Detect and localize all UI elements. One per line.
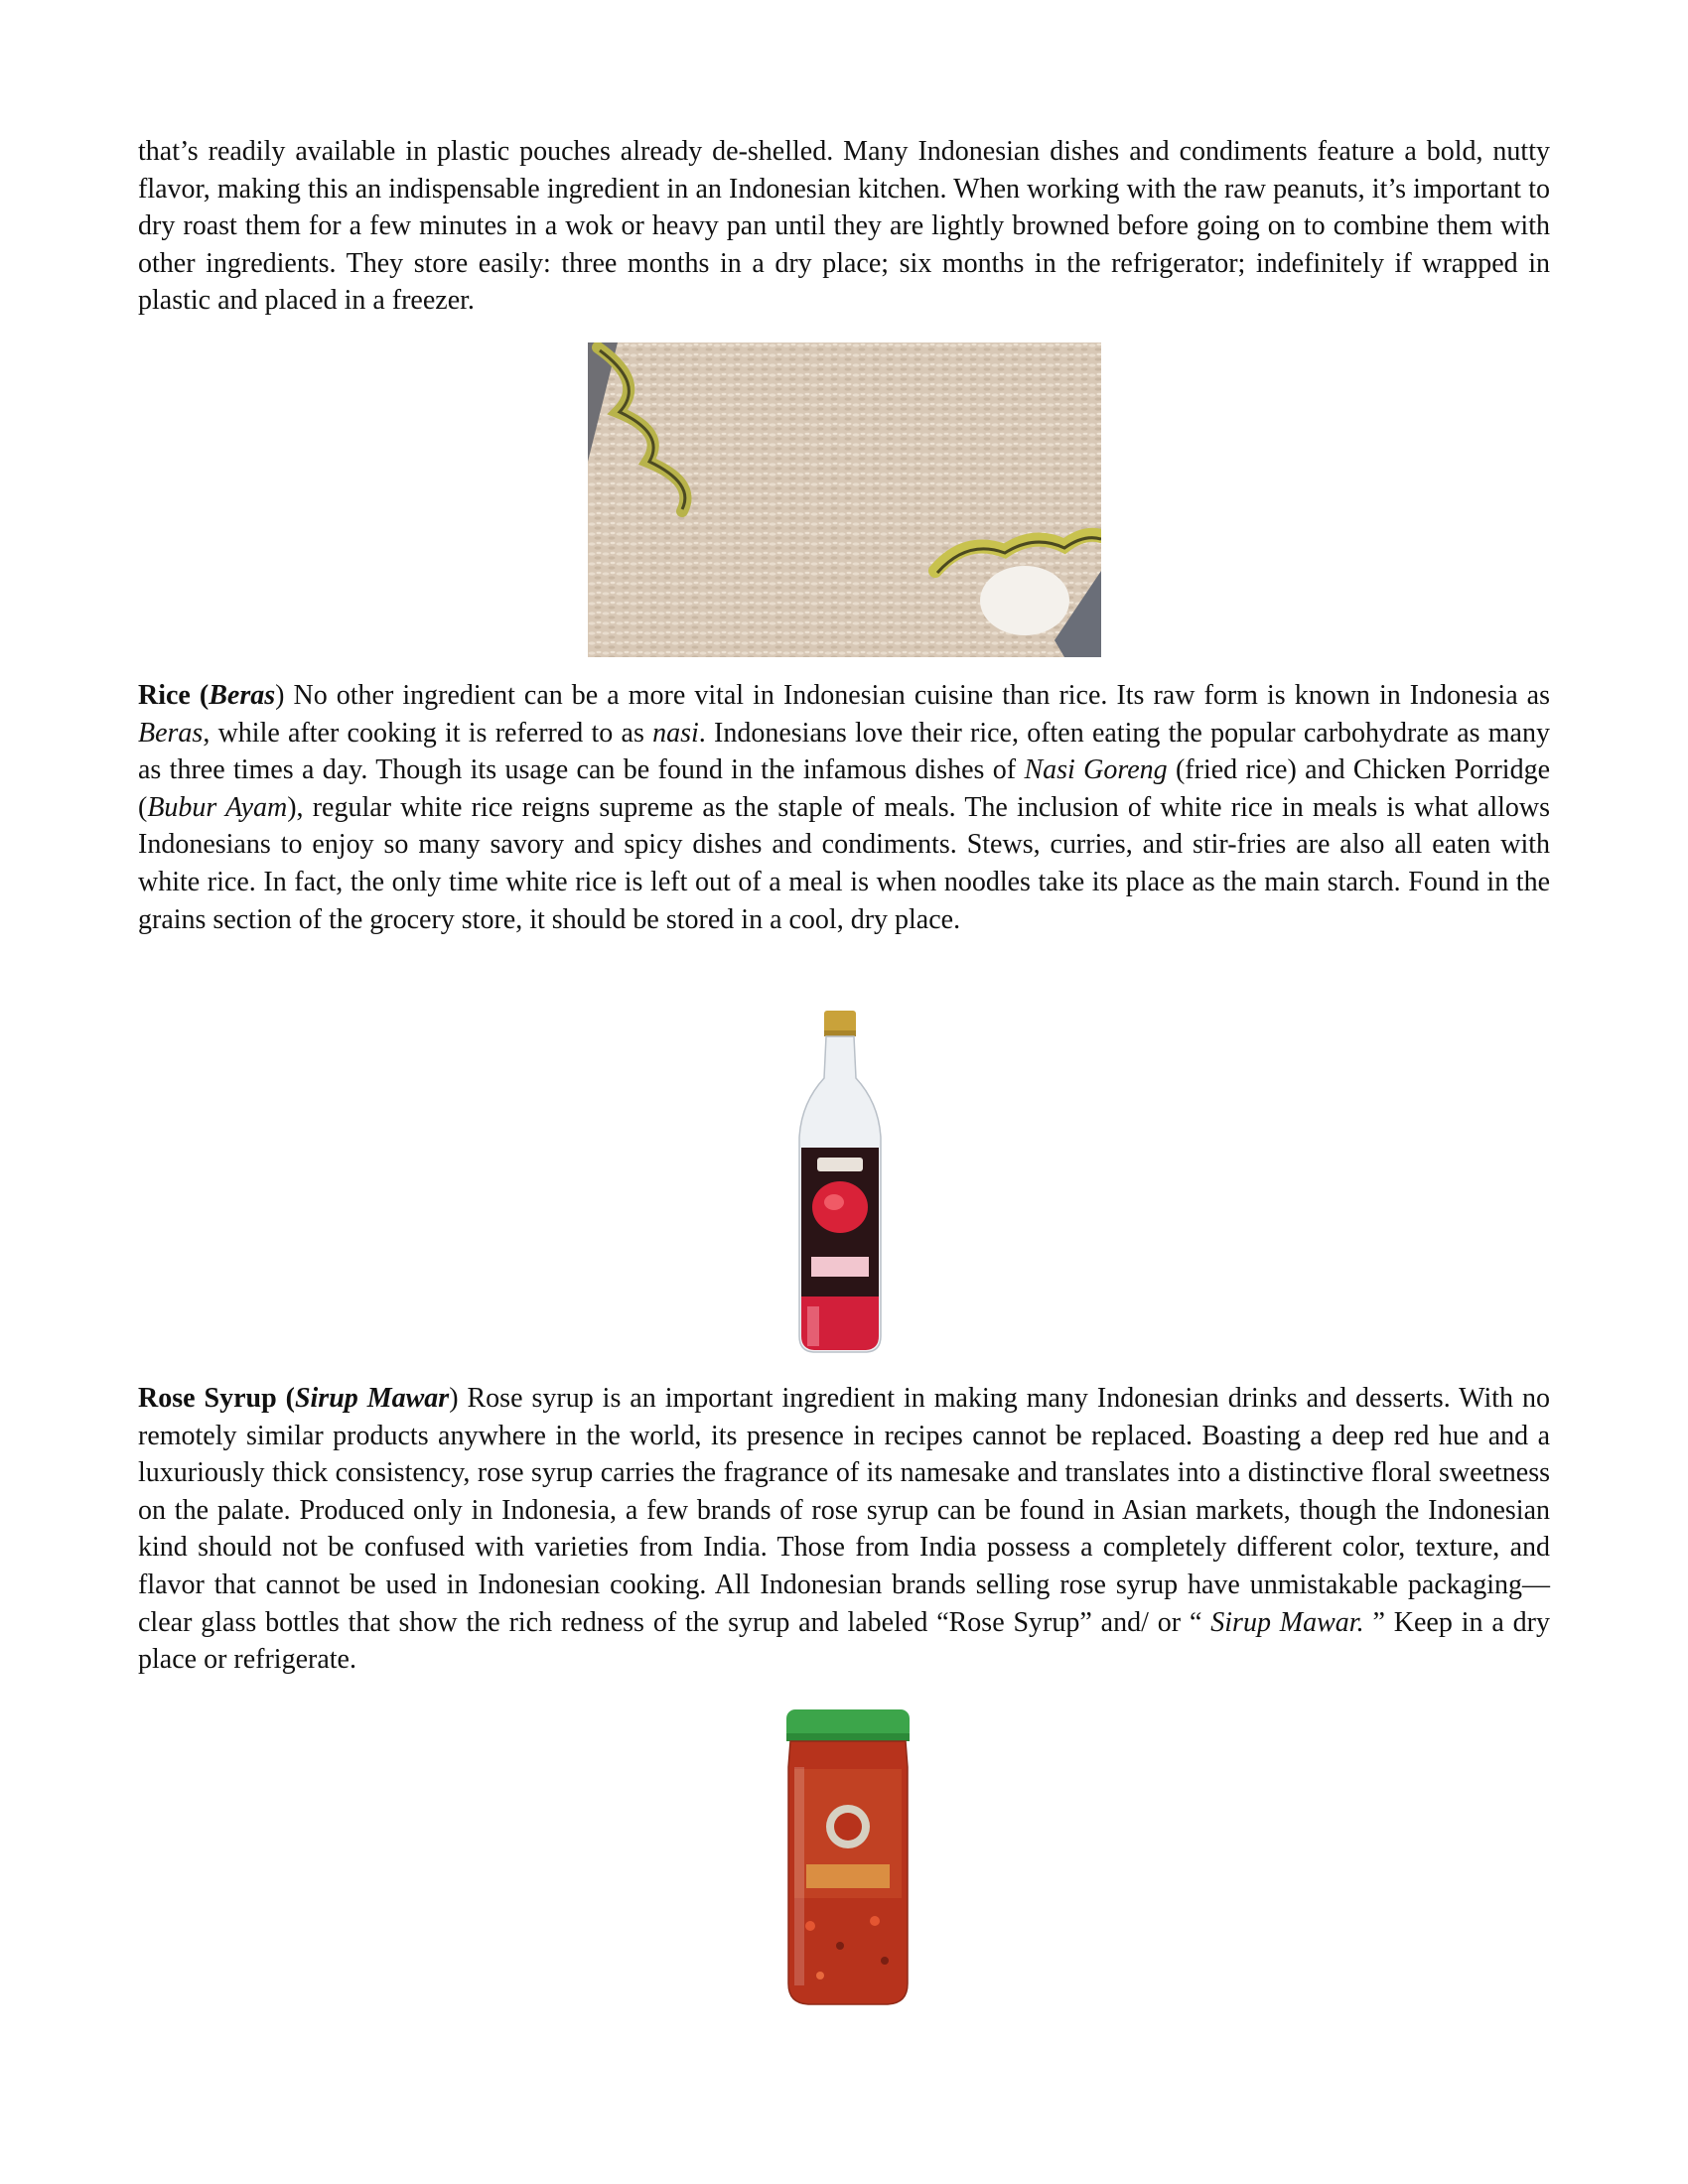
rice-heading-close-paren: ) [275,680,285,711]
rose-syrup-heading-title: Rose Syrup [138,1383,277,1414]
rice-photo [588,342,1101,657]
rice-heading-open-paren: ( [199,680,210,711]
rose-syrup-heading-close-paren: ) [449,1383,459,1414]
rice-text-2: , while after cooking it is referred to as [203,717,653,749]
rice-em-bubur-ayam: Bubur Ayam [147,791,288,823]
rice-paragraph [138,677,1550,938]
rice-heading-local-name: Beras [209,680,276,711]
rice-em-beras: Beras [138,717,204,749]
rice-heading-title: Rice [138,680,191,711]
rice-text-5: ), regular white rice reigns supreme as the staple of meals. The inclusion of white rice in meals is what allows Indonesians to enjoy so many savory and spicy dishes and condiments. Stews, curries, and stir-fries are also all eaten with white rice. In fact, the only time white rice is left out of a meal is when noodles take its place as the main starch. Found in the grains section of the grocery store, it should be stored in a cool, dry place. [138,791,1550,935]
peanuts-paragraph: that’s readily available in plastic pouches already de-shelled. Many Indonesian dishes and condiments feature a bold, nutty flavor, making this an indispensable ingredient in an Indonesian kitchen. When working with the raw peanuts, it’s important to dry roast them for a few minutes in a wok or heavy pan until they are lightly browned before going on to combine them with other ingredients. They store easily: three months in a dry place; six months in the refrigerator; indefinitely if wrapped in plastic and placed in a freezer. [138,136,1550,317]
rice-em-nasi: nasi [652,717,699,749]
rice-heading [138,680,275,711]
rose-syrup-heading-local-name: Sirup Mawar [294,1383,450,1414]
rose-syrup-text-2: ” Keep in a dry place or refrigerate. [138,1606,1550,1676]
rice-em-nasi-goreng: Nasi Goreng [1024,754,1168,786]
chili-sauce-jar-photo [780,1707,915,2007]
rice-text-4: (fried rice) and Chicken Porridge ( [138,754,1550,823]
rice-text-1: No other ingredient can be a more vital in Indonesian cuisine than rice. Its raw form is known in Indonesia as [284,680,1550,711]
rose-syrup-heading-open-paren: ( [285,1383,295,1414]
rose-syrup-text-1: Rose syrup is an important ingredient in making many Indonesian drinks and desserts. With no remotely similar products anywhere in the world, its presence in recipes cannot be replaced. Boasting a deep red hue and a luxuriously thick consistency, rose syrup carries the fragrance of its namesake and translates into a distinctive floral sweetness on the palate. Produced only in Indonesia, a few brands of rose syrup can be found in Asian markets, though the Indonesian kind should not be confused with varieties from India. Those from India possess a completely different color, texture, and flavor that cannot be used in Indonesian cooking. All Indonesian brands selling rose syrup have unmistakable packaging—clear glass bottles that show the rich redness of the syrup and labeled “Rose Syrup” and/ or “ [138,1383,1550,1638]
rose-syrup-heading [138,1383,449,1414]
rose-syrup-paragraph [138,1380,1550,1679]
rose-syrup-bottle-photo [789,1009,891,1354]
rice-text-3: . Indonesians love their rice, often eating the popular carbohydrate as many as three times a day. Though its usage can be found in the infamous dishes of [138,717,1550,786]
rose-syrup-em-sirup-mawar: Sirup Mawar. [1210,1606,1364,1638]
